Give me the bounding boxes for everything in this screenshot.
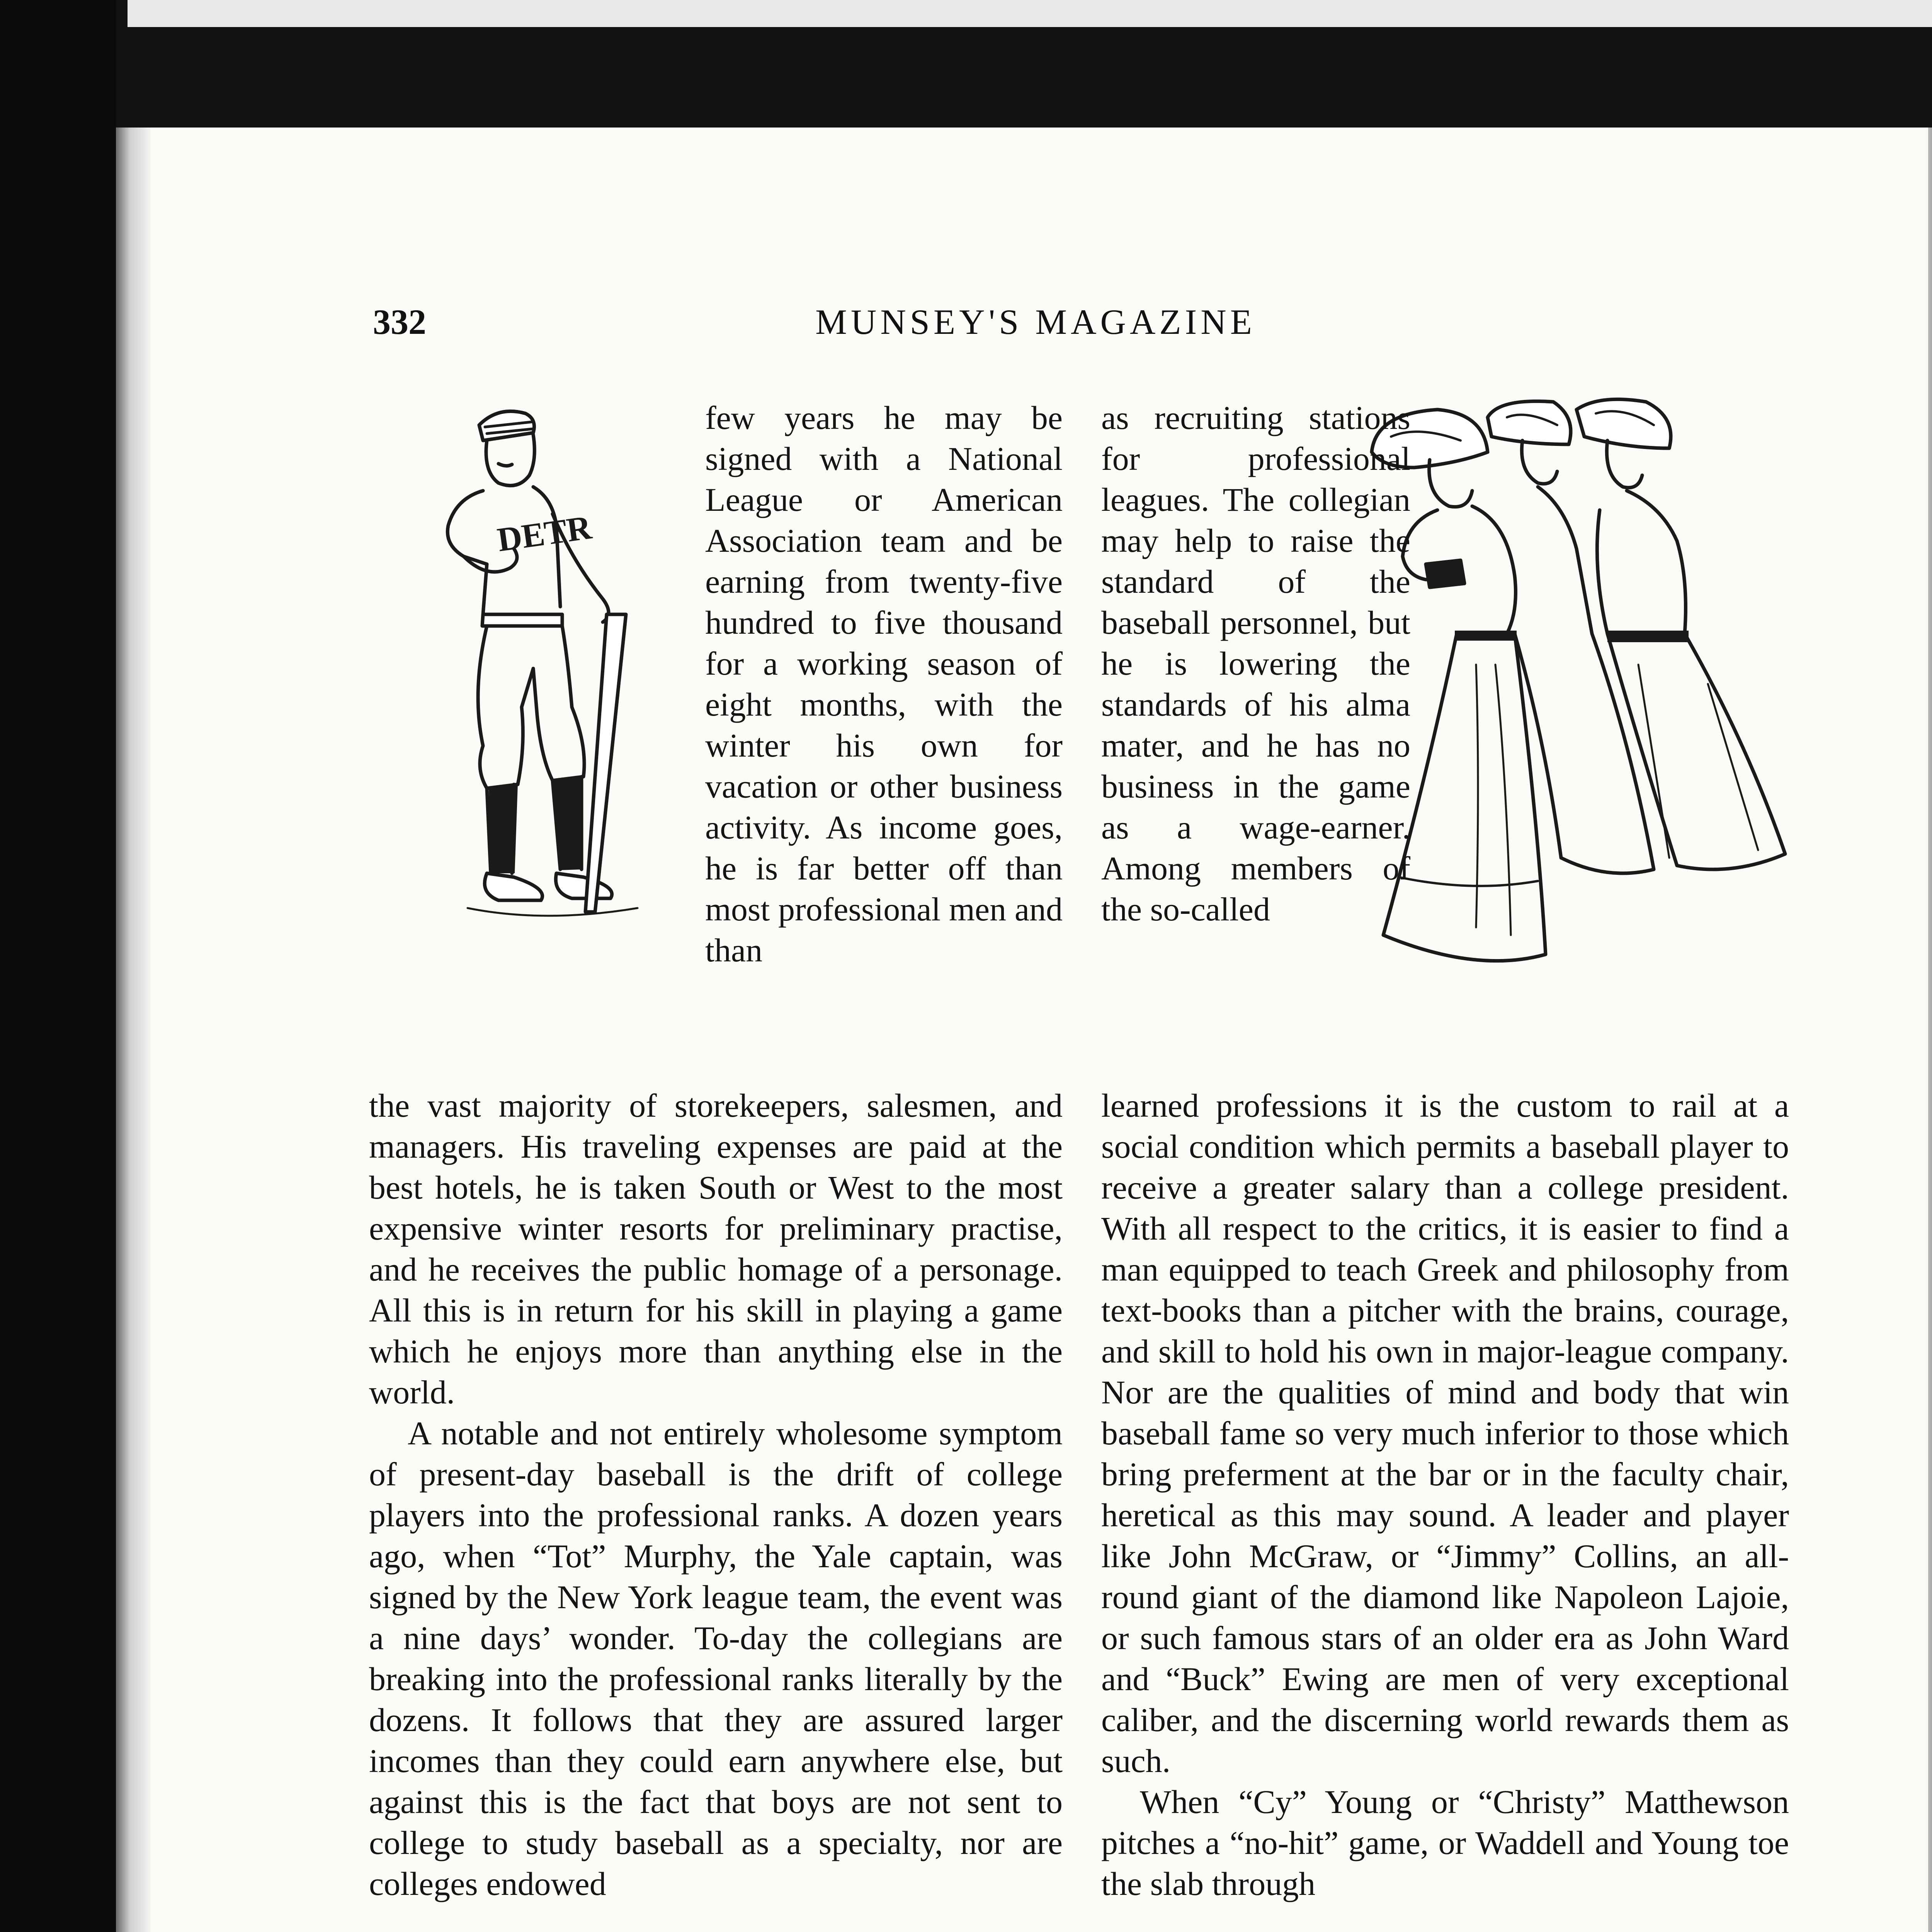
paragraph: few years he may be signed with a National League or American Association team and be earning from twenty-five hundred to five thousand for a working season of eight months, with the winter his own for vacation or other business activity. As income goes, he is far better off than most professional men and than: [705, 399, 1063, 969]
baseball-player-illustration: [371, 398, 680, 1039]
paragraph: learned professions it is the custom to rail at a social condition which permits a baseball player to receive a greater salary than a college president. With all respect to the critics, it is easier to find a man equipped to teach Greek and philosophy from text-books than a pitcher with the brains, courage, and skill to hold his own in major-league company. Nor are the qualities of mind and body that win baseball fame so very much inferior to those which bring preferment at the bar or in the faculty chair, heretical as this may sound. A leader and player like John McGraw, or “Jimmy” Collins, an all-round giant of the diamond like Napoleon Lajoie, or such famous stars of an older era as John Ward and “Buck” Ewing are men of very exceptional caliber, and the discerning world rewards them as such.: [1101, 1087, 1789, 1779]
paragraph: A notable and not entirely wholesome symptom of present-day baseball is the drift of college players into the professional ranks. A dozen years ago, when “Tot” Murphy, the Yale captain, was signed by the New York league team, the event was a nine days’ wonder. To-day the collegians are breaking into the professional ranks literally by the dozens. It follows that they are assured larger incomes than they could earn anywhere else, but against this is the fact that boys are not sent to college to study baseball as a specialty, nor are colleges endowed: [369, 1415, 1063, 1902]
jersey-lettering: DETR: [495, 509, 594, 559]
text-column-lower-left: [369, 1085, 1063, 1904]
paragraph: When “Cy” Young or “Christy” Matthewson pitches a “no-hit” game, or Waddell and Young toe the slab through: [1101, 1783, 1789, 1902]
paragraph: as recruiting stations for professional leagues. The collegian may help to raise the standard of the baseball personnel, but he is lowering the standards of his alma mater, and he has no business in the game as a wage-earner. Among members of the so-called: [1101, 399, 1410, 928]
paragraph: the vast majority of storekeepers, salesmen, and managers. His traveling expenses are paid at the best hotels, he is taken South or West to the most expensive winter resorts for preliminary practise, and he receives the public homage of a personage. All this is in return for his skill in playing a game which he enjoys more than anything else in the world.: [369, 1087, 1063, 1411]
previous-page-edge: [128, 0, 1932, 27]
scan-background-left: [0, 0, 116, 1932]
text-column-upper-left: [705, 397, 1063, 971]
book-spine: [1928, 128, 1932, 1932]
text-column-lower-right: [1101, 1085, 1789, 1904]
page-gutter-shadow: [116, 128, 151, 1932]
three-women-illustration: [1360, 394, 1862, 1074]
text-column-upper-right: [1101, 397, 1410, 930]
page-number: 332: [373, 302, 426, 342]
running-head: MUNSEY'S MAGAZINE: [815, 302, 1256, 342]
